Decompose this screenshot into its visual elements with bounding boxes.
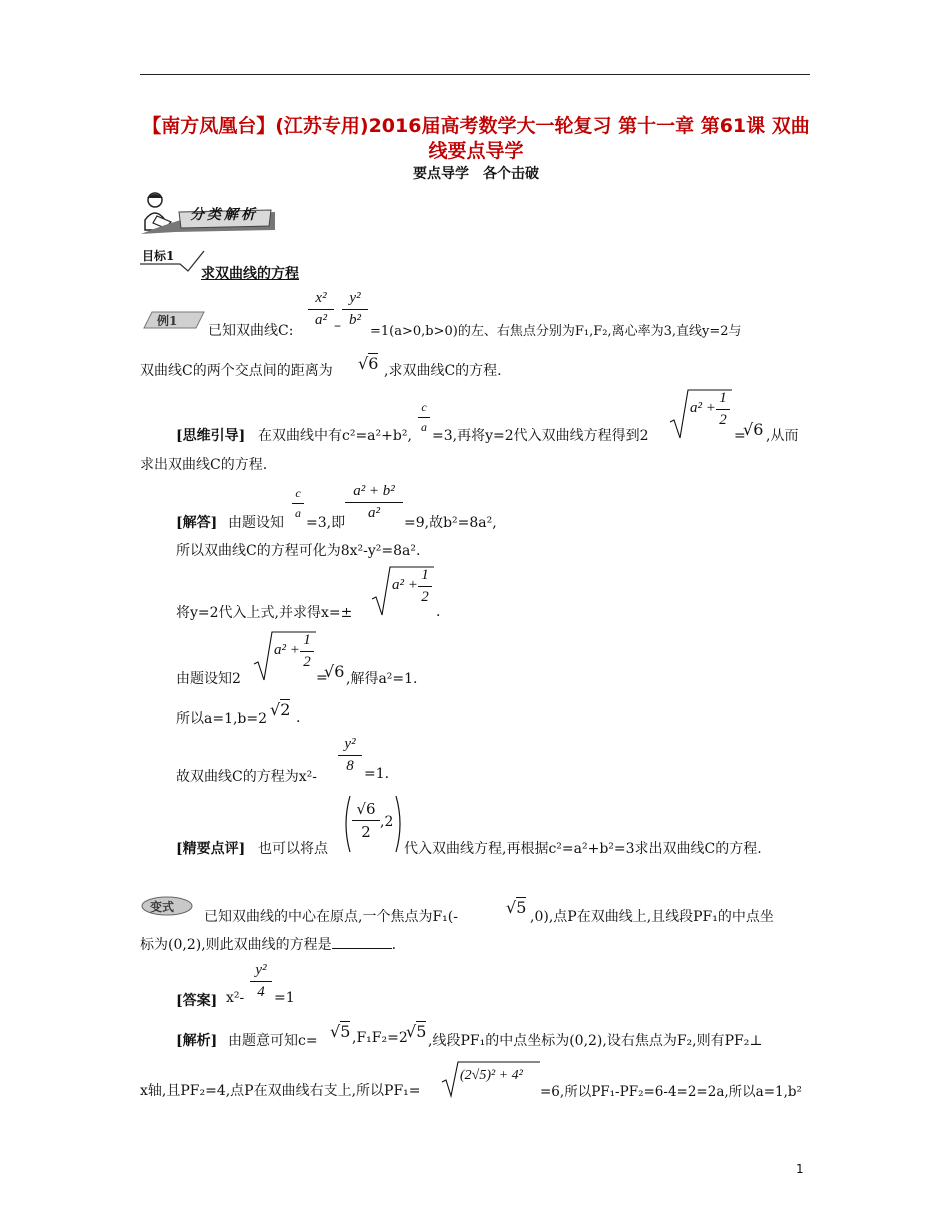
frac-bar [352, 820, 380, 821]
frac-bar [345, 502, 403, 503]
minus-sign: – [334, 318, 341, 334]
sqrt-half-b [370, 565, 434, 623]
frac-num: 1 [719, 390, 727, 406]
section-banner [135, 190, 275, 236]
point-y: ,2 [380, 814, 394, 830]
sqrt5-a [506, 898, 526, 917]
comment-text-1: 也可以将点 [258, 841, 328, 857]
sqrt6-c: √6 [324, 662, 345, 681]
frac-num: c [295, 486, 301, 500]
fraction-sqrt6-2 [352, 800, 380, 841]
hint-text-2: =3,再将y=2代入双曲线方程得到2 [432, 428, 649, 444]
fraction-y2-8 [338, 736, 362, 775]
frac-num: a² + b² [353, 483, 395, 499]
answer-blank [332, 936, 392, 949]
example-badge-label: 例1 [157, 314, 178, 328]
frac-bar [342, 309, 368, 310]
solution-l5a: 所以a=1,b=2 [176, 711, 268, 727]
frac-bar [250, 981, 272, 982]
frac-bar [716, 409, 730, 410]
solution-l3b: . [436, 604, 441, 620]
fraction-c-a [418, 400, 430, 435]
solution-l5b: . [296, 710, 301, 726]
solution-l4c: ,解得a²=1. [346, 671, 418, 687]
point-sqrt6-over2-2 [342, 792, 404, 860]
answer-label: [答案] [176, 993, 218, 1009]
radical-sign: √ [506, 898, 517, 917]
hint-text-3: = [734, 428, 746, 444]
frac-num: √6 [356, 800, 376, 818]
example-badge [140, 308, 206, 336]
solution-l6a: 故双曲线C的方程为x²- [176, 769, 317, 785]
hint-text-1: 在双曲线中有c²=a²+b², [258, 428, 412, 444]
solution-l6b: =1. [364, 766, 390, 782]
fraction-c-a-2 [292, 486, 304, 521]
fraction-1-2 [716, 390, 730, 429]
variant-text-3 [140, 934, 396, 954]
frac-num: y² [255, 962, 267, 978]
variant-badge [140, 895, 194, 921]
frac-num: 1 [303, 632, 311, 648]
fraction-1-2 [418, 567, 432, 606]
section-banner-label: 分类解析 [190, 207, 258, 223]
analysis-l1a: 由题意可知c= [228, 1033, 318, 1049]
analysis-l2b: =6,所以PF₁-PF₂=6-4=2=2a,所以a=1,b² [540, 1084, 802, 1100]
variant-text-1: 已知双曲线的中心在原点,一个焦点为F₁(- [204, 909, 458, 925]
radicand: 5 [340, 1022, 351, 1041]
radicand: 6 [368, 354, 379, 373]
radicand: 2 [280, 700, 291, 719]
radical-sign: √ [330, 1022, 341, 1041]
solution-l1a: 由题设知 [228, 515, 284, 531]
example-text-2: =1(a>0,b>0)的左、右焦点分别为F₁,F₂,离心率为3,直线y=2与 [370, 324, 742, 339]
fraction-y2-4 [250, 962, 272, 1001]
frac-den: 2 [719, 412, 727, 428]
sqrt6-b: √6 [743, 420, 764, 439]
fraction-y2-b2 [342, 290, 368, 329]
page-number: 1 [796, 1162, 804, 1176]
frac-bar [308, 309, 334, 310]
variant-text-2: ,0),点P在双曲线上,且线段PF₁的中点坐 [530, 909, 774, 925]
hint-label: [思维引导] [176, 428, 246, 444]
page-title: 【南方凤凰台】(江苏专用)2016届高考数学大一轮复习 第十一章 第61课 双曲线要点导学 [142, 115, 810, 162]
frac-den: 2 [303, 654, 311, 670]
frac-den: 8 [346, 758, 354, 774]
frac-num: x² [315, 290, 327, 306]
fraction-1-2 [300, 632, 314, 671]
answer-text-1: x²- [226, 990, 245, 1006]
frac-num: c [421, 400, 427, 414]
frac-den: a [295, 506, 301, 520]
top-rule [140, 74, 810, 75]
solution-l1c: =9,故b²=8a², [404, 515, 497, 531]
sqrt-half-c [252, 630, 316, 688]
frac-den: a [421, 420, 427, 434]
hint-text-5: 求出双曲线C的方程. [140, 457, 268, 473]
frac-bar [292, 503, 304, 504]
sqrt5-b [330, 1022, 350, 1041]
radicand: 5 [416, 1022, 427, 1041]
frac-bar [418, 417, 430, 418]
sqrt6-a [358, 354, 378, 373]
example-text-4: ,求双曲线C的方程. [384, 363, 502, 379]
frac-den: 2 [421, 589, 429, 605]
target-badge-label: 目标1 [142, 249, 175, 263]
sqrt-half-a [668, 388, 732, 446]
variant-badge-label: 变式 [150, 900, 175, 914]
frac-den: a² [368, 505, 380, 521]
radicand-a2: a² + [392, 577, 418, 593]
frac-bar [338, 755, 362, 756]
frac-num: y² [344, 736, 356, 752]
radicand: 5 [516, 898, 527, 917]
comment-label: [精要点评] [176, 841, 246, 857]
comment-text-2: 代入双曲线方程,再根据c²=a²+b²=3求出双曲线C的方程. [404, 841, 762, 857]
solution-l1b: =3,即 [306, 515, 346, 531]
frac-num: 1 [421, 567, 429, 583]
sqrt-2root5-4 [440, 1058, 540, 1102]
fraction-x2-a2 [308, 290, 334, 329]
sqrt2 [270, 700, 290, 719]
example-text-1: 已知双曲线C: [208, 323, 294, 339]
sqrt5-c [406, 1022, 426, 1041]
solution-l4a: 由题设知2 [176, 671, 241, 687]
radicand-a2: a² + [274, 642, 300, 658]
radicand-a2: a² + [690, 400, 716, 416]
analysis-label: [解析] [176, 1033, 218, 1049]
frac-den: 2 [361, 823, 371, 841]
frac-num: y² [349, 290, 361, 306]
radical-sign: √ [270, 700, 281, 719]
radicand-expr: (2√5)² + 4² [460, 1068, 523, 1083]
frac-den: b² [349, 312, 361, 328]
hint-text-4: ,从而 [766, 428, 799, 444]
variant-text-3-content: 标为(0,2),则此双曲线的方程是 [140, 937, 332, 953]
frac-bar [300, 651, 314, 652]
analysis-l2a: x轴,且PF₂=4,点P在双曲线右支上,所以PF₁= [140, 1083, 421, 1099]
target-title: 求双曲线的方程 [201, 266, 299, 282]
answer-text-2: =1 [274, 990, 295, 1006]
variant-text-4: . [391, 937, 397, 953]
target-badge [140, 247, 208, 277]
example-text-3: 双曲线C的两个交点间的距离为 [140, 363, 333, 379]
page-subtitle: 要点导学 各个击破 [413, 166, 539, 182]
frac-den: a² [315, 312, 327, 328]
fraction-a2b2-a2 [345, 483, 403, 522]
solution-l4b: = [316, 670, 328, 686]
solution-l2: 所以双曲线C的方程可化为8x²-y²=8a². [176, 543, 421, 559]
frac-bar [418, 586, 432, 587]
solution-label: [解答] [176, 515, 218, 531]
analysis-l1b: ,F₁F₂=2 [352, 1030, 408, 1046]
radical-sign: √ [358, 354, 369, 373]
radical-sign: √ [406, 1022, 417, 1041]
frac-den: 4 [257, 984, 265, 1000]
analysis-l1c: ,线段PF₁的中点坐标为(0,2),设右焦点为F₂,则有PF₂⊥ [428, 1033, 763, 1049]
solution-l3a: 将y=2代入上式,并求得x=± [176, 605, 353, 621]
